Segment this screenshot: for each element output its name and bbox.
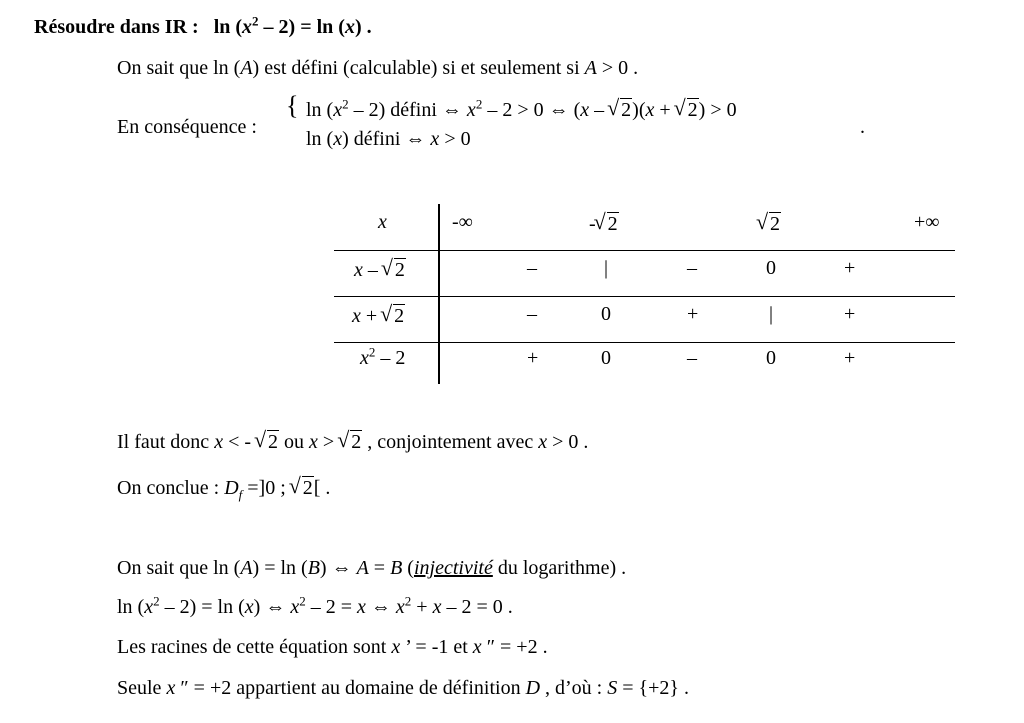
k-c: [ . bbox=[313, 477, 331, 499]
f-b: < - bbox=[223, 431, 257, 453]
e-f: + bbox=[411, 596, 433, 618]
row-label-x2-minus-2 bbox=[360, 346, 405, 370]
e-e: ⇔ bbox=[365, 596, 396, 618]
c1-sup: 2 bbox=[342, 96, 349, 112]
equation-line bbox=[117, 595, 513, 619]
header-x: x bbox=[378, 211, 387, 233]
e-a: ln ( bbox=[117, 596, 145, 618]
l1-a: On sait que ln ( bbox=[117, 57, 241, 79]
table-hline-2 bbox=[334, 296, 955, 297]
c1-r2: 2 bbox=[687, 99, 698, 121]
e-c: ) ⇔ bbox=[253, 596, 291, 618]
i-d: = bbox=[368, 557, 391, 579]
sign-cell: + bbox=[844, 257, 856, 279]
title-x2: x bbox=[344, 16, 355, 38]
c1-x: x bbox=[333, 99, 343, 121]
s-b: , d’où : bbox=[540, 677, 608, 699]
consequence-row-1 bbox=[306, 98, 737, 122]
l1-A: A bbox=[240, 57, 253, 79]
table-hline-1 bbox=[334, 250, 955, 251]
c1-sup2: 2 bbox=[475, 96, 483, 112]
sqrt-symbol bbox=[596, 212, 619, 236]
s-p: ″ = +2 appartient au domaine de définition bbox=[175, 677, 526, 699]
f-x: x bbox=[214, 431, 224, 453]
r-p1: ’ = -1 et bbox=[400, 636, 473, 658]
rl2-x: x bbox=[352, 305, 361, 327]
c1-a: ln ( bbox=[306, 99, 334, 121]
r-p2: ″ = +2 . bbox=[481, 636, 548, 658]
row-label-x-plus-sqrt2 bbox=[352, 304, 405, 328]
sign-cell: – bbox=[527, 257, 537, 279]
f-d: > bbox=[317, 431, 340, 453]
sqrt-symbol bbox=[609, 98, 632, 122]
header-minus-sqrt2 bbox=[589, 212, 619, 236]
s-x: x bbox=[166, 677, 176, 699]
i-c: ) ⇔ bbox=[319, 557, 357, 579]
c2-c: > 0 bbox=[439, 128, 471, 150]
s-c: = {+2} . bbox=[617, 677, 689, 699]
i-B2: B bbox=[390, 557, 403, 579]
sign-cell: 0 bbox=[766, 257, 776, 279]
i-A: A bbox=[240, 557, 253, 579]
e-sup3: 2 bbox=[404, 593, 412, 609]
h-r1: 2 bbox=[607, 213, 618, 235]
c1-r: 2 bbox=[621, 99, 632, 121]
sqrt-symbol bbox=[291, 476, 314, 500]
i-B: B bbox=[307, 557, 320, 579]
rl2-r: 2 bbox=[394, 305, 405, 327]
sign-cell: – bbox=[687, 347, 697, 369]
consequence-label: En conséquence : bbox=[117, 116, 257, 138]
rl1-x: x bbox=[354, 259, 363, 281]
header-sqrt2 bbox=[758, 212, 781, 236]
condition-line bbox=[117, 430, 588, 454]
c1-g: ) > 0 bbox=[698, 99, 737, 121]
c2-x: x bbox=[333, 128, 343, 150]
e-d: – 2 = bbox=[305, 596, 357, 618]
c1-d: – bbox=[589, 99, 610, 121]
c1-f: + bbox=[654, 99, 676, 121]
k-r: 2 bbox=[302, 477, 313, 499]
rl3-x: x bbox=[360, 347, 369, 369]
e-x5: x bbox=[395, 596, 405, 618]
header-plus-inf: +∞ bbox=[914, 211, 940, 233]
s-S: S bbox=[607, 677, 618, 699]
k-D: D bbox=[224, 477, 239, 499]
l1-b: ) est défini (calculable) si et seulement si bbox=[252, 57, 585, 79]
rl3-rest: – 2 bbox=[375, 347, 406, 369]
row-label-x-minus-sqrt2 bbox=[354, 258, 406, 282]
f-e: , conjointement avec bbox=[362, 431, 539, 453]
c1-c: – 2 > 0 ⇔ ( bbox=[482, 99, 581, 121]
e-x3: x bbox=[290, 596, 300, 618]
rl1-r: 2 bbox=[394, 259, 405, 281]
title-close: ) . bbox=[354, 16, 372, 38]
e-x4: x bbox=[357, 596, 366, 618]
i-b: ) = ln ( bbox=[252, 557, 308, 579]
e-sup2: 2 bbox=[299, 593, 306, 609]
f-r2: 2 bbox=[351, 431, 362, 453]
sign-cell: – bbox=[687, 257, 697, 279]
i-inj: injectivité bbox=[413, 557, 493, 579]
title-open: ( bbox=[230, 16, 243, 38]
sign-cell: – bbox=[527, 303, 537, 325]
table-hline-3 bbox=[334, 342, 955, 343]
c1-b: – 2) défini ⇔ bbox=[348, 99, 467, 121]
c1-x4: x bbox=[645, 99, 655, 121]
c2-a: ln ( bbox=[306, 128, 334, 150]
sign-cell: + bbox=[844, 303, 856, 325]
c2-b: ) défini ⇔ bbox=[342, 128, 431, 150]
k-f: f bbox=[238, 487, 243, 502]
k-b: =]0 ; bbox=[242, 477, 291, 499]
sqrt-symbol bbox=[339, 430, 362, 454]
roots-line bbox=[117, 635, 548, 659]
exercise-title bbox=[34, 15, 372, 39]
c1-x3: x bbox=[580, 99, 590, 121]
r-x2: x bbox=[472, 636, 482, 658]
sign-cell: | bbox=[769, 303, 774, 325]
sign-cell: + bbox=[844, 347, 856, 369]
i-A2: A bbox=[356, 557, 369, 579]
sign-cell: 0 bbox=[601, 303, 611, 325]
c1-x2: x bbox=[466, 99, 476, 121]
consequence-end: . bbox=[860, 116, 865, 138]
header-minus-inf: -∞ bbox=[452, 211, 473, 233]
brace-icon: { bbox=[286, 91, 299, 120]
l1-c: > 0 . bbox=[596, 57, 639, 79]
sqrt-symbol bbox=[676, 98, 699, 122]
injectivity-line bbox=[117, 556, 626, 580]
rl3-sup: 2 bbox=[368, 344, 376, 360]
title-prefix: Résoudre dans bbox=[34, 16, 160, 38]
sqrt-symbol bbox=[382, 304, 405, 328]
sqrt-symbol bbox=[256, 430, 279, 454]
title-colon: : bbox=[187, 16, 199, 38]
l1-A2: A bbox=[584, 57, 597, 79]
r-a: Les racines de cette équation sont bbox=[117, 636, 392, 658]
title-set: IR bbox=[164, 16, 188, 38]
e-x2: x bbox=[244, 596, 254, 618]
h-r2: 2 bbox=[770, 213, 780, 235]
s-D: D bbox=[525, 677, 541, 699]
sign-cell: 0 bbox=[601, 347, 611, 369]
r-x: x bbox=[391, 636, 401, 658]
f-x2: x bbox=[309, 431, 318, 453]
title-x: x bbox=[242, 16, 253, 38]
title-rest: – 2) = ln ( bbox=[258, 16, 345, 38]
f-a: Il faut donc bbox=[117, 431, 215, 453]
e-x6: x bbox=[432, 596, 442, 618]
definition-line bbox=[117, 56, 638, 80]
s-a: Seule bbox=[117, 677, 167, 699]
i-e: ( bbox=[402, 557, 414, 579]
solution-line bbox=[117, 676, 689, 700]
e-g: – 2 = 0 . bbox=[441, 596, 513, 618]
f-c: ou bbox=[279, 431, 310, 453]
e-sup: 2 bbox=[153, 593, 160, 609]
rl1-op: – bbox=[362, 259, 383, 281]
h-minus: - bbox=[589, 213, 596, 235]
i-f: du logarithme) . bbox=[492, 557, 627, 579]
f-r: 2 bbox=[268, 431, 279, 453]
rl2-op: + bbox=[360, 305, 383, 327]
e-x: x bbox=[144, 596, 154, 618]
sign-cell: 0 bbox=[766, 347, 776, 369]
k-a: On conclue : bbox=[117, 477, 225, 499]
domain-conclusion bbox=[117, 476, 330, 500]
title-ln: ln bbox=[213, 16, 231, 38]
c1-e: )( bbox=[632, 99, 646, 121]
f-x3: x bbox=[538, 431, 548, 453]
e-b: – 2) = ln ( bbox=[159, 596, 245, 618]
f-f: > 0 . bbox=[547, 431, 589, 453]
sign-cell: + bbox=[527, 347, 539, 369]
sqrt-symbol bbox=[758, 212, 781, 236]
sign-cell: + bbox=[687, 303, 699, 325]
sqrt-symbol bbox=[383, 258, 406, 282]
table-vertical-line bbox=[438, 204, 440, 384]
i-a: On sait que ln ( bbox=[117, 557, 241, 579]
c2-x2: x bbox=[430, 128, 440, 150]
consequence-row-2 bbox=[306, 127, 471, 151]
sign-cell: | bbox=[604, 257, 609, 279]
title-sup: 2 bbox=[252, 13, 259, 29]
